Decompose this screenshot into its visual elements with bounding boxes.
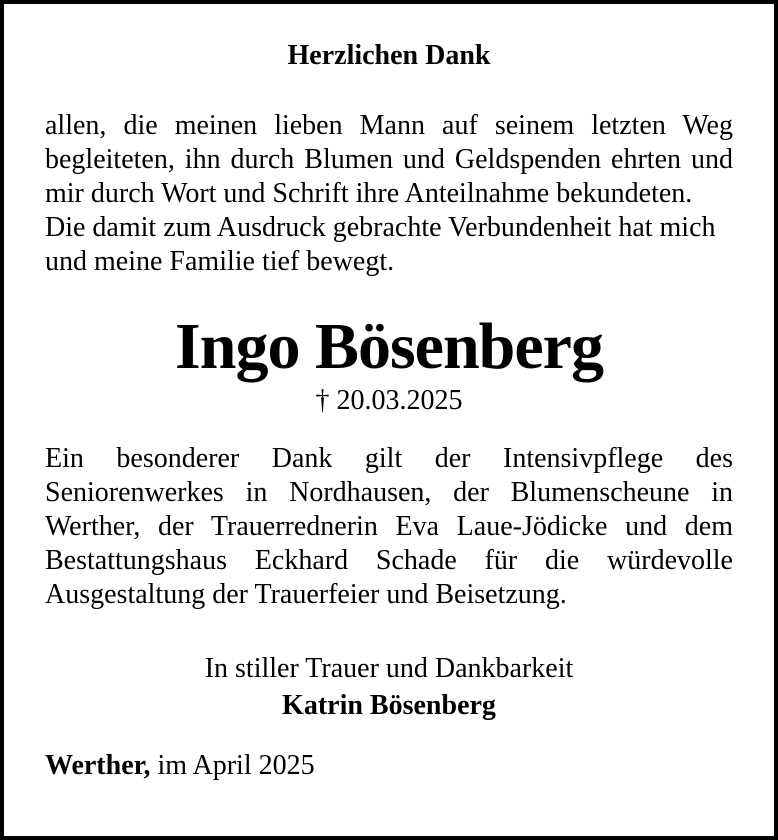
- notice-title: Herzlichen Dank: [287, 40, 491, 71]
- closing-block: [45, 650, 733, 724]
- thanks-paragraph: [45, 442, 733, 612]
- closing-line: In stiller Trauer und Dankbarkeit: [204, 653, 574, 684]
- place-date-line: [45, 749, 733, 783]
- notice-month-year: im April 2025: [157, 750, 315, 781]
- death-date: † 20.03.2025: [315, 385, 463, 416]
- thanks-line: Ein besonderer Dank gilt der Intensivpflege des: [45, 443, 733, 474]
- intro-paragraph: [45, 109, 733, 279]
- intro-line: Die damit zum Ausdruck gebrachte Verbundenheit hat mich: [45, 212, 716, 243]
- intro-line: und meine Familie tief bewegt.: [45, 246, 395, 277]
- intro-line: allen, die meinen lieben Mann auf seinem letzten Weg: [45, 110, 733, 141]
- deceased-name: Ingo Bösenberg: [175, 310, 603, 383]
- thanks-line: Ausgestaltung der Trauerfeier und Beisetzung.: [45, 579, 567, 610]
- thanks-line: Bestattungshaus Eckhard Schade für die würdevolle: [45, 545, 733, 576]
- intro-line: begleiteten, ihn durch Blumen und Geldspenden ehrten und: [45, 144, 733, 175]
- signature-name: Katrin Bösenberg: [282, 690, 496, 721]
- intro-line: mir durch Wort und Schrift ihre Anteilnahme bekundeten.: [45, 178, 693, 209]
- thanks-line: Werther, der Trauerrednerin Eva Laue-Jödicke und dem: [45, 511, 733, 542]
- thanks-line: Seniorenwerkes in Nordhausen, der Blumenscheune in: [45, 477, 733, 508]
- place-name: Werther,: [45, 750, 151, 781]
